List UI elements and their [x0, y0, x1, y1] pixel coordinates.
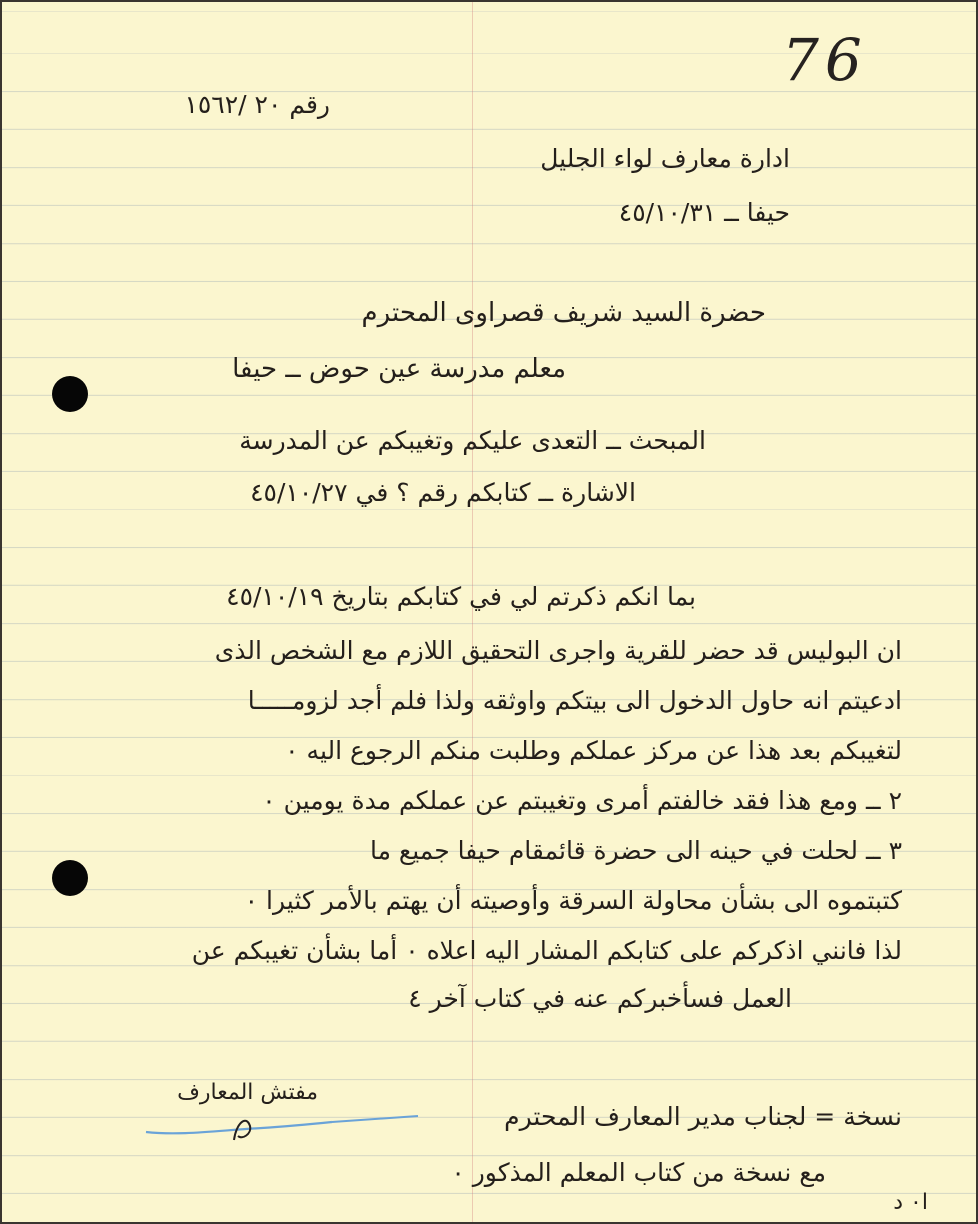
punch-hole-top [52, 376, 88, 412]
office-name: ادارة معارف لواء الجليل [540, 144, 790, 173]
body-line-9: العمل فسأخبركم عنه في كتاب آخر ٤ [408, 984, 792, 1013]
body-line-8: لذا فانني اذكركم على كتابكم المشار اليه اعلاه ٠ أما بشأن تغيبكم عن [191, 936, 902, 965]
body-line-3: ادعيتم انه حاول الدخول الى بيتكم واوثقه ولذا فلم أجد لزومـــــا [247, 686, 902, 715]
margin-rule [472, 2, 473, 1222]
addressee-name: حضرة السيد شريف قصراوى المحترم [361, 298, 766, 328]
reference-line: الاشارة ــ كتابكم رقم ؟ في ٤٥/١٠/٢٧ [250, 478, 636, 507]
body-line-6: ٣ ــ لحلت في حينه الى حضرة قائمقام حيفا جميع ما [369, 836, 902, 865]
inspector-title: مفتش المعارف [177, 1080, 318, 1105]
subject-line: المبحث ــ التعدى عليكم وتغيبكم عن المدرسة [239, 426, 706, 455]
copy-enclosure: مع نسخة من كتاب المعلم المذكور ٠ [451, 1158, 826, 1187]
place-date: حيفا ــ ٤٥/١٠/٣١ [618, 198, 790, 227]
initials: ا٠ د [893, 1190, 928, 1215]
body-line-1: بما انكم ذكرتم لي في كتابكم بتاريخ ٤٥/١٠/١٩ [226, 582, 696, 611]
signature-stroke [142, 1106, 432, 1146]
copy-to-director: نسخة = لجناب مدير المعارف المحترم [504, 1102, 902, 1131]
body-line-4: لتغيبكم بعد هذا عن مركز عملكم وطلبت منكم الرجوع اليه ٠ [285, 736, 902, 765]
body-line-2: ان البوليس قد حضر للقرية واجرى التحقيق اللازم مع الشخص الذى [214, 636, 902, 665]
body-line-7: كتبتموه الى بشأن محاولة السرقة وأوصيته أن يهتم بالأمر كثيرا ٠ [244, 886, 902, 915]
punch-hole-bottom [52, 860, 88, 896]
body-line-5: ٢ ــ ومع هذا فقد خالفتم أمرى وتغيبتم عن عملكم مدة يومين ٠ [262, 786, 902, 815]
reference-number: رقم ٢٠ /١٥٦٢ [184, 90, 330, 119]
page-number: 76 [782, 26, 868, 94]
addressee-position: معلم مدرسة عين حوض ــ حيفا [232, 354, 566, 384]
